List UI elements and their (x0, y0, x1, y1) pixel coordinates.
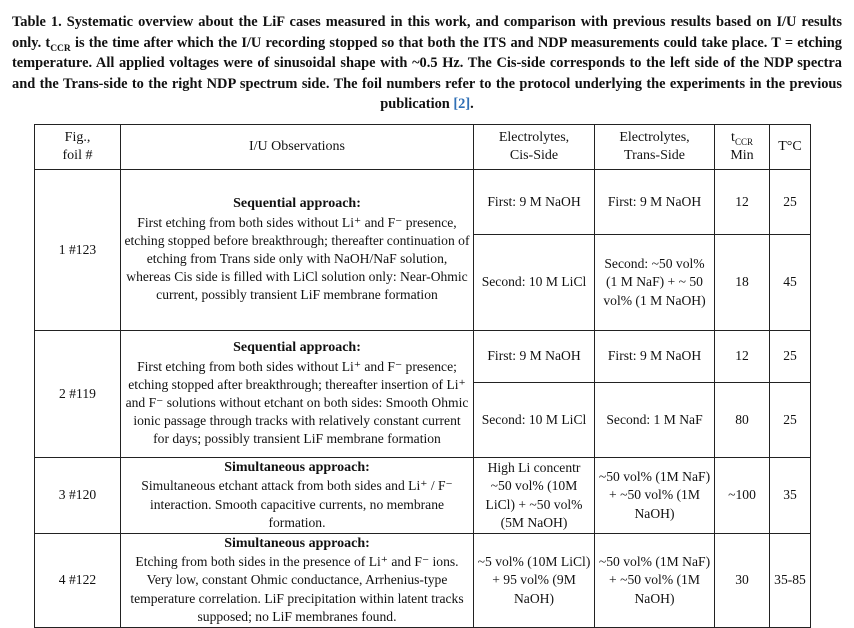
observation-title: Simultaneous approach: (224, 536, 370, 551)
caption-label: Table 1. (12, 14, 62, 30)
cis-cell: First: 9 M NaOH (474, 170, 595, 235)
header-tccr-t: t (731, 130, 735, 145)
header-cis (474, 125, 595, 170)
reference-link[interactable]: [2] (453, 96, 471, 112)
table-row (35, 170, 811, 235)
trans-cell: ~50 vol% (1M NaF) + ~50 vol% (1M NaOH) (595, 458, 715, 534)
observation-cell (121, 170, 474, 331)
header-cis-line1: Electrolytes, (498, 130, 570, 145)
header-fig (35, 125, 121, 170)
observation-cell (121, 458, 474, 534)
caption-end: . (470, 96, 474, 112)
trans-cell: Second: ~50 vol% (1 M NaF) + ~ 50 vol% (1 M NaOH) (595, 235, 715, 331)
caption-sub: CCR (50, 43, 71, 54)
trans-cell: Second: 1 M NaF (595, 383, 715, 458)
foil-cell: 2 #119 (35, 331, 121, 458)
observation-title: Sequential approach: (233, 196, 361, 212)
tccr-cell: ~100 (715, 458, 770, 534)
header-fig-line1: Fig., (64, 130, 91, 145)
tccr-cell: 12 (715, 170, 770, 235)
tccr-cell: 18 (715, 235, 770, 331)
temp-cell: 25 (770, 331, 811, 383)
observation-body: Simultaneous etchant attack from both sides and Li⁺ / F⁻ interaction. Smooth capacitive currents, no membrane formation. (141, 478, 453, 530)
header-trans-line1: Electrolytes, (619, 130, 690, 145)
header-tccr-unit: Min (730, 148, 754, 163)
trans-cell: ~50 vol% (1M NaF) + ~50 vol% (1M NaOH) (595, 534, 715, 628)
header-fig-line2: foil # (62, 148, 93, 163)
temp-cell: 25 (770, 383, 811, 458)
header-cis-line2: Cis-Side (509, 148, 559, 163)
cis-cell: First: 9 M NaOH (474, 331, 595, 383)
observation-cell (121, 534, 474, 628)
temp-cell: 25 (770, 170, 811, 235)
header-observations: I/U Observations (121, 125, 474, 170)
foil-cell: 3 #120 (35, 458, 121, 534)
temp-cell: 45 (770, 235, 811, 331)
caption-text-2: is the time after which the I/U recording stopped so that both the ITS and NDP measurements could take place. T = etching temperature. All applied voltages were of sinusoidal shape with ~0.5 Hz. The Cis-side corresponds to the left side of the NDP spectra and the Trans-side to the right NDP spectrum side. The foil numbers refer to the protocol underlying the experiments in the previous publication (12, 34, 842, 112)
observation-body: First etching from both sides without Li⁺ and F⁻ presence; etching stopped after breakthrough; thereafter insertion of Li⁺ and F⁻ solutions without etchant on both sides: Smooth Ohmic ionic passage through tracks with relatively constant current for days; possibly transient LiF membrane formation (125, 358, 469, 447)
observation-title: Sequential approach: (233, 340, 361, 356)
tccr-cell: 30 (715, 534, 770, 628)
table-row (35, 458, 811, 534)
header-trans-line2: Trans-Side (624, 148, 685, 163)
observation-body: Etching from both sides in the presence of Li⁺ and F⁻ ions. Very low, constant Ohmic conductance, Arrhenius-type temperature correlation. LiF precipitation within latent tracks supposed; no LiF membranes found. (130, 554, 464, 624)
observation-cell (121, 331, 474, 458)
cis-cell: High Li concentr ~50 vol% (10M LiCl) + ~50 vol% (5M NaOH) (474, 458, 595, 534)
header-tccr-sub: CCR (734, 136, 753, 147)
observation-body: First etching from both sides without Li⁺ and F⁻ presence, etching stopped before breakthrough; thereafter continuation of etching from Trans side only with NaOH/NaF solution, whereas Cis side is filled with LiCl solution only: Near-Ohmic current, possibly transient LiF membrane formation (124, 214, 470, 303)
table-caption (12, 12, 842, 115)
foil-cell: 1 #123 (35, 170, 121, 331)
temp-cell: 35-85 (770, 534, 811, 628)
header-row (35, 125, 811, 170)
overview-table (34, 124, 811, 628)
temp-cell: 35 (770, 458, 811, 534)
header-trans (595, 125, 715, 170)
caption-text-1: Systematic overview about the LiF cases measured in this work, and comparison with previous results based on I/U results only. t (12, 14, 842, 51)
cis-cell: Second: 10 M LiCl (474, 235, 595, 331)
foil-cell: 4 #122 (35, 534, 121, 628)
trans-cell: First: 9 M NaOH (595, 331, 715, 383)
header-temp: T°C (770, 125, 811, 170)
cis-cell: ~5 vol% (10M LiCl) + 95 vol% (9M NaOH) (474, 534, 595, 628)
observation-title: Simultaneous approach: (224, 460, 370, 476)
header-tccr (715, 125, 770, 170)
tccr-cell: 12 (715, 331, 770, 383)
table-row (35, 534, 811, 628)
tccr-cell: 80 (715, 383, 770, 458)
cis-cell: Second: 10 M LiCl (474, 383, 595, 458)
trans-cell: First: 9 M NaOH (595, 170, 715, 235)
table-row (35, 331, 811, 383)
